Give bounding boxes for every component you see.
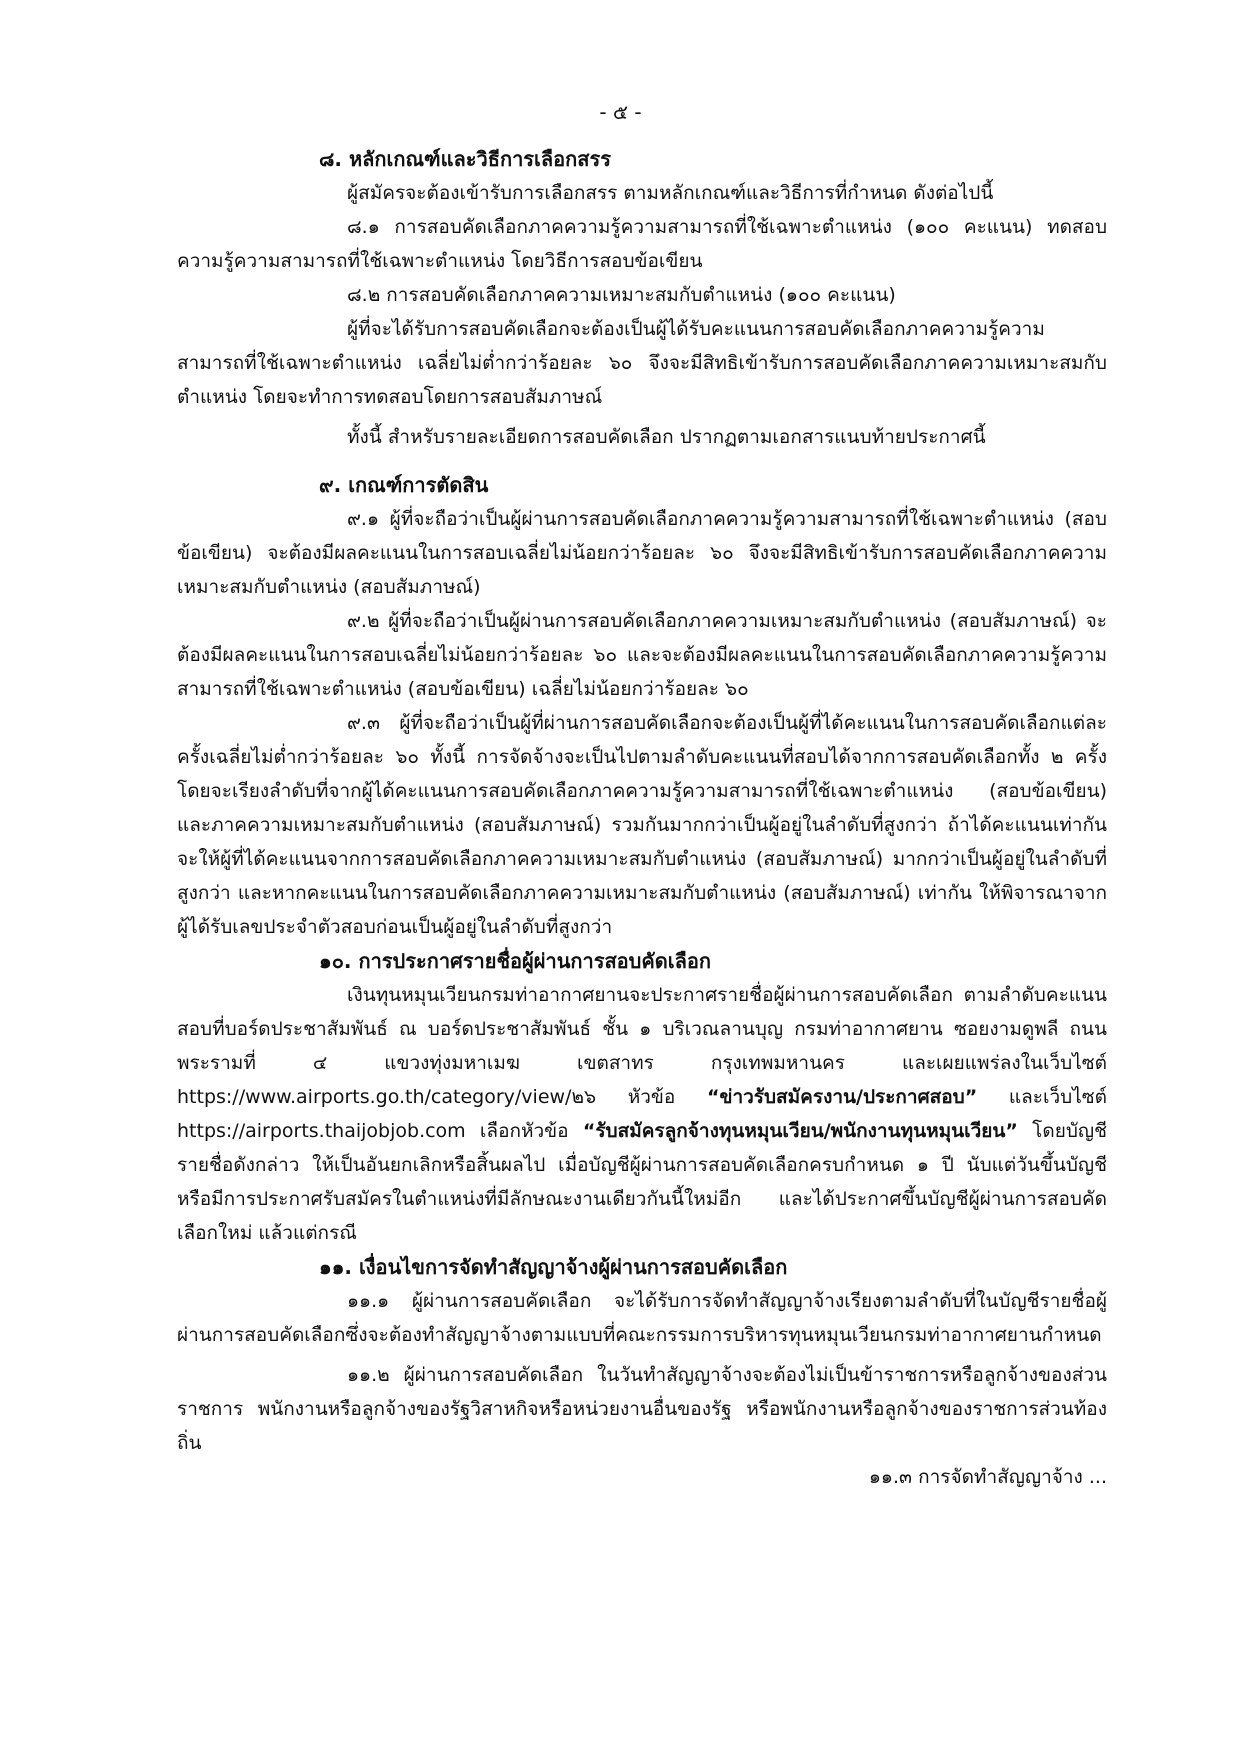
section-10-text-a: เงินทุนหมุนเวียนกรมท่าอากาศยานจะประกาศรายชื่อผู้ผ่านการสอบคัดเลือก ตามลำดับคะแนนสอบที่บอร์ดประชาสัมพันธ์ ณ บอร์ดประชาสัมพันธ์ ชั้น ๑ บริเวณลานบุญ กรมท่าอากาศยาน ซอยงามดูพลี ถนนพระรามที่ ๔ แขวงทุ่งมหาเมฆ เขตสาทร กรุงเทพมหานคร และเผยแพร่ลงในเว็บไซต์ https://www.airports.go.th/category/view/๒๖ หัวข้อ — [177, 984, 1107, 1108]
page-number: - ๕ - — [599, 100, 642, 124]
section-9-2: ๙.๒ ผู้ที่จะถือว่าเป็นผู้ผ่านการสอบคัดเลือกภาคความเหมาะสมกับตำแหน่ง (สอบสัมภาษณ์) จะต้องมีผลคะแนนในการสอบเฉลี่ยไม่น้อยกว่าร้อยละ ๖๐ และจะต้องมีผลคะแนนในการสอบคัดเลือกภาคความรู้ความสามารถที่ใช้เฉพาะตำแหน่ง (สอบข้อเขียน) เฉลี่ยไม่น้อยกว่าร้อยละ ๖๐ — [177, 610, 1107, 700]
section-9-heading: ๙. เกณฑ์การตัดสิน — [319, 473, 489, 497]
section-8-heading: ๘. หลักเกณฑ์และวิธีการเลือกสรร — [319, 147, 611, 171]
section-8-2: ๘.๒ การสอบคัดเลือกภาคความเหมาะสมกับตำแหน่ง (๑๐๐ คะแนน) — [347, 284, 896, 306]
section-8-paragraph: ผู้ที่จะได้รับการสอบคัดเลือกจะต้องเป็นผู้ได้รับคะแนนการสอบคัดเลือกภาคความรู้ความสามารถที่ใช้เฉพาะตำแหน่ง เฉลี่ยไม่ต่ำกว่าร้อยละ ๖๐ จึงจะมีสิทธิเข้ารับการสอบคัดเลือกภาคความเหมาะสมกับตำแหน่ง โดยจะทำการทดสอบโดยการสอบสัมภาษณ์ — [177, 318, 1107, 408]
section-11-heading: ๑๑. เงื่อนไขการจัดทำสัญญาจ้างผู้ผ่านการสอบคัดเลือก — [319, 1255, 788, 1279]
document-body — [177, 142, 1107, 1494]
section-9-3: ๙.๓ ผู้ที่จะถือว่าเป็นผู้ที่ผ่านการสอบคัดเลือกจะต้องเป็นผู้ที่ได้คะแนนในการสอบคัดเลือกแต่ละครั้งเฉลี่ยไม่ต่ำกว่าร้อยละ ๖๐ ทั้งนี้ การจัดจ้างจะเป็นไปตามลำดับคะแนนที่สอบได้จากการสอบคัดเลือกทั้ง ๒ ครั้ง โดยจะเรียงลำดับที่จากผู้ได้คะแนนการสอบคัดเลือกภาคความรู้ความสามารถที่ใช้เฉพาะตำแหน่ง (สอบข้อเขียน) และภาคความเหมาะสมกับตำแหน่ง (สอบสัมภาษณ์) รวมกันมากกว่าเป็นผู้อยู่ในลำดับที่สูงกว่า ถ้าได้คะแนนเท่ากันจะให้ผู้ที่ได้คะแนนจากการสอบคัดเลือกภาคความเหมาะสมกับตำแหน่ง (สอบสัมภาษณ์) มากกว่าเป็นผู้อยู่ในลำดับที่สูงกว่า และหากคะแนนในการสอบคัดเลือกภาคความเหมาะสมกับตำแหน่ง (สอบสัมภาษณ์) เท่ากัน ให้พิจารณาจากผู้ได้รับเลขประจำตัวสอบก่อนเป็นผู้อยู่ในลำดับที่สูงกว่า — [177, 712, 1107, 938]
section-11-2: ๑๑.๒ ผู้ผ่านการสอบคัดเลือก ในวันทำสัญญาจ้างจะต้องไม่เป็นข้าราชการหรือลูกจ้างของส่วนราชการ พนักงานหรือลูกจ้างของรัฐวิสาหกิจหรือหน่วยงานอื่นของรัฐ หรือพนักงานหรือลูกจ้างของราชการส่วนท้องถิ่น — [177, 1364, 1107, 1454]
continuation-note: ๑๑.๓ การจัดทำสัญญาจ้าง ... — [868, 1466, 1107, 1488]
section-10-topic-1: “ข่าวรับสมัครงาน/ประกาศสอบ” — [706, 1086, 978, 1108]
section-10-text-e: โดยบัญชีรายชื่อดังกล่าว ให้เป็นอันยกเลิกหรือสิ้นผลไป เมื่อบัญชีผู้ผ่านการสอบคัดเลือกครบกำหนด ๑ ปี นับแต่วันขึ้นบัญชี หรือมีการประกาศรับสมัครในตำแหน่งที่มีลักษณะงานเดียวกันนี้ใหม่อีก และได้ประกาศขึ้นบัญชีผู้ผ่านการสอบคัดเลือกใหม่ แล้วแต่กรณี — [177, 1120, 1107, 1244]
section-10-paragraph — [177, 978, 1107, 1250]
section-10-heading: ๑๐. การประกาศรายชื่อผู้ผ่านการสอบคัดเลือก — [319, 949, 711, 973]
section-10-text-c: และเว็บไซต์ https://airports.thaijobjob.com เลือกหัวข้อ — [177, 1086, 1107, 1142]
section-10-topic-2: “รับสมัครลูกจ้างทุนหมุนเวียน/พนักงานทุนหมุนเวียน” — [582, 1120, 1018, 1142]
section-9-1: ๙.๑ ผู้ที่จะถือว่าเป็นผู้ผ่านการสอบคัดเลือกภาคความรู้ความสามารถที่ใช้เฉพาะตำแหน่ง (สอบข้อเขียน) จะต้องมีผลคะแนนในการสอบเฉลี่ยไม่น้อยกว่าร้อยละ ๖๐ จึงจะมีสิทธิเข้ารับการสอบคัดเลือกภาคความเหมาะสมกับตำแหน่ง (สอบสัมภาษณ์) — [177, 508, 1107, 598]
section-8-intro: ผู้สมัครจะต้องเข้ารับการเลือกสรร ตามหลักเกณฑ์และวิธีการที่กำหนด ดังต่อไปนี้ — [347, 182, 994, 204]
section-8-1: ๘.๑ การสอบคัดเลือกภาคความรู้ความสามารถที่ใช้เฉพาะตำแหน่ง (๑๐๐ คะแนน) ทดสอบความรู้ความสามารถที่ใช้เฉพาะตำแหน่ง โดยวิธีการสอบข้อเขียน — [177, 216, 1107, 272]
section-11-1: ๑๑.๑ ผู้ผ่านการสอบคัดเลือก จะได้รับการจัดทำสัญญาจ้างเรียงตามลำดับที่ในบัญชีรายชื่อผู้ผ่านการสอบคัดเลือกซึ่งจะต้องทำสัญญาจ้างตามแบบที่คณะกรรมการบริหารทุนหมุนเวียนกรมท่าอากาศยานกำหนด — [177, 1290, 1107, 1346]
section-8-note: ทั้งนี้ สำหรับรายละเอียดการสอบคัดเลือก ปรากฏตามเอกสารแนบท้ายประกาศนี้ — [347, 426, 986, 448]
